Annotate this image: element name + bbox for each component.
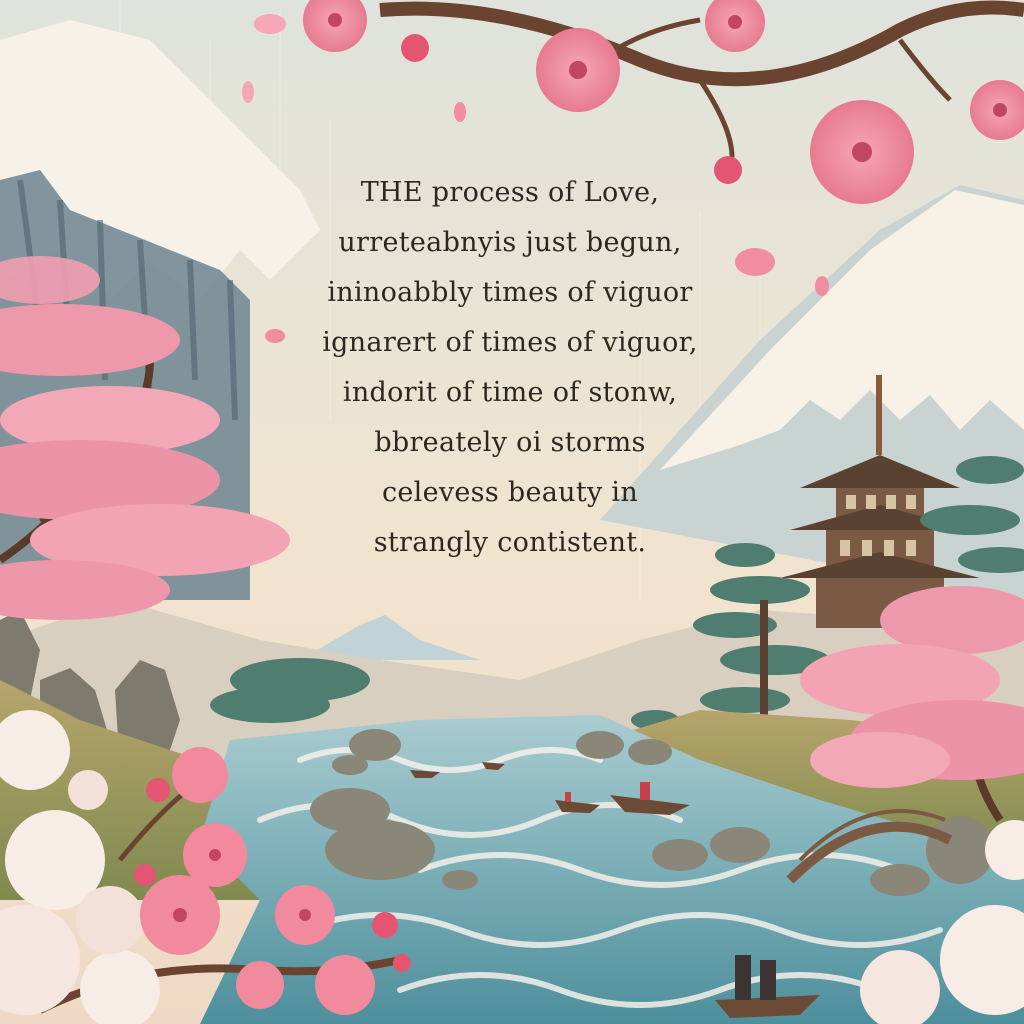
poem-line: THE process of Love, [360,177,660,208]
poem-line: strangly contistent. [373,527,647,558]
poem-line: ininoabbly times of viguor [327,277,693,308]
poem-line: ignarert of times of viguor, [322,327,698,358]
poem-line: bbreately oi storms [374,427,646,458]
poem-text [300,168,720,568]
poem-line: urreteabnyis just begun, [338,227,682,258]
poem-line: celevess beauty in [381,477,639,508]
poem-line: indorit of time of stonw, [342,377,678,408]
